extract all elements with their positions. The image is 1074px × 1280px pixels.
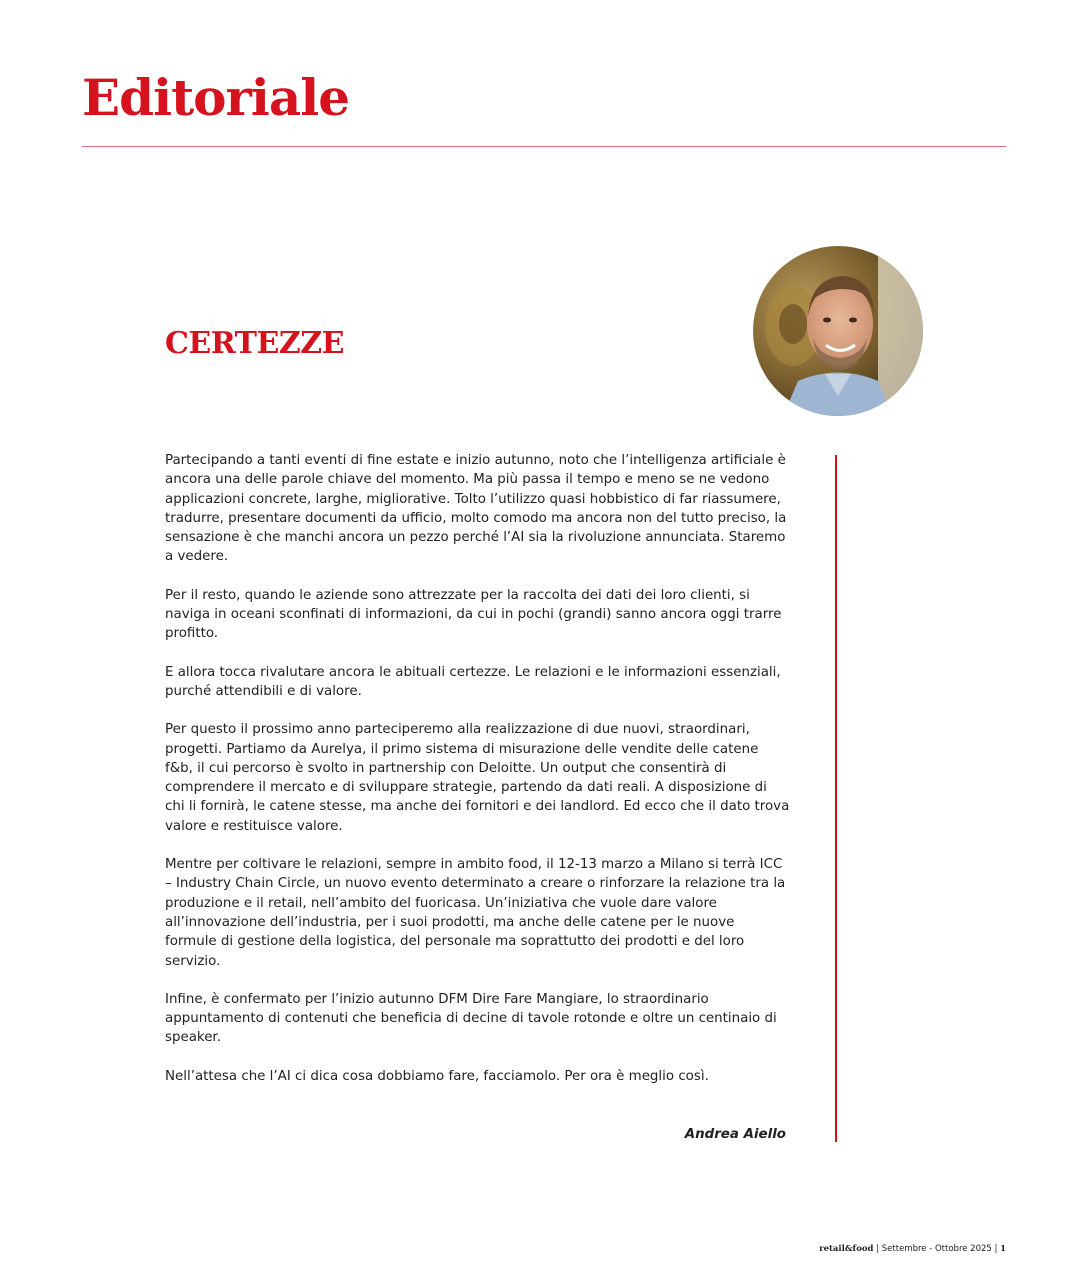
paragraph: Partecipando a tanti eventi di fine estate e inizio autunno, noto che l’intelligenza artificiale è ancora una delle parole chiave del momento. Ma più passa il tempo e meno se ne vedono applicazioni concrete, larghe, migliorative. Tolto l’utilizzo quasi hobbistico di far riassumere, tradurre, presentare documenti da ufficio, molto comodo ma ancora non del tutto preciso, la sensazione è che manchi ancora un pezzo perché l’AI sia la rivoluzione annunciata. Staremo a vedere. [165, 453, 787, 565]
section-title: Editoriale [82, 68, 350, 127]
article-body [165, 451, 790, 1105]
paragraph: Per il resto, quando le aziende sono attrezzate per la raccolta dei dati dei loro clienti, si naviga in oceani sconfinati di informazioni, da cui in pochi (grandi) sanno ancora oggi trarre profitto. [165, 587, 782, 642]
paragraph: Nell’attesa che l’AI ci dica cosa dobbiamo fare, facciamolo. Per ora è meglio così. [165, 1068, 709, 1084]
vertical-divider [835, 455, 837, 1142]
paragraph: E allora tocca rivalutare ancora le abituali certezze. Le relazioni e le informazioni essenziali, purché attendibili e di valore. [165, 664, 781, 699]
footer-issue: | Settembre - Ottobre 2025 | [873, 1244, 1001, 1254]
title-divider [82, 146, 1006, 147]
page-number: 1 [1000, 1244, 1006, 1254]
article-headline: CERTEZZE [165, 326, 345, 361]
paragraph: Per questo il prossimo anno parteciperemo alla realizzazione di due nuovi, straordinari, progetti. Partiamo da Aurelya, il primo sistema di misurazione delle vendite delle catene f&b, il cui percorso è svolto in partnership con Deloitte. Un output che consentirà di comprendere il mercato e di sviluppare strategie, partendo da dati reali. A disposizione di chi li fornirà, le catene stesse, ma anche dei fornitori e dei landlord. Ed ecco che il dato trova valore e restituisce valore. [165, 722, 790, 834]
paragraph: Infine, è confermato per l’inizio autunno DFM Dire Fare Mangiare, lo straordinario appuntamento di contenuti che beneficia di decine di tavole rotonde e oltre un centinaio di speaker. [165, 991, 777, 1046]
footer-brand: retail&food [819, 1244, 874, 1254]
page-footer [819, 1244, 1006, 1254]
author-signature: Andrea Aiello [684, 1127, 786, 1142]
paragraph: Mentre per coltivare le relazioni, sempre in ambito food, il 12-13 marzo a Milano si terrà ICC – Industry Chain Circle, un nuovo evento determinato a creare o rinforzare la relazione tra la produzione e il retail, nell’ambito del fuoricasa. Un’iniziativa che vuole dare valore all’innovazione dell’industria, per i suoi prodotti, ma anche delle catene per le nuove formule di gestione della logistica, del personale ma soprattutto dei prodotti e del loro servizio. [165, 857, 786, 969]
author-portrait [753, 246, 923, 416]
